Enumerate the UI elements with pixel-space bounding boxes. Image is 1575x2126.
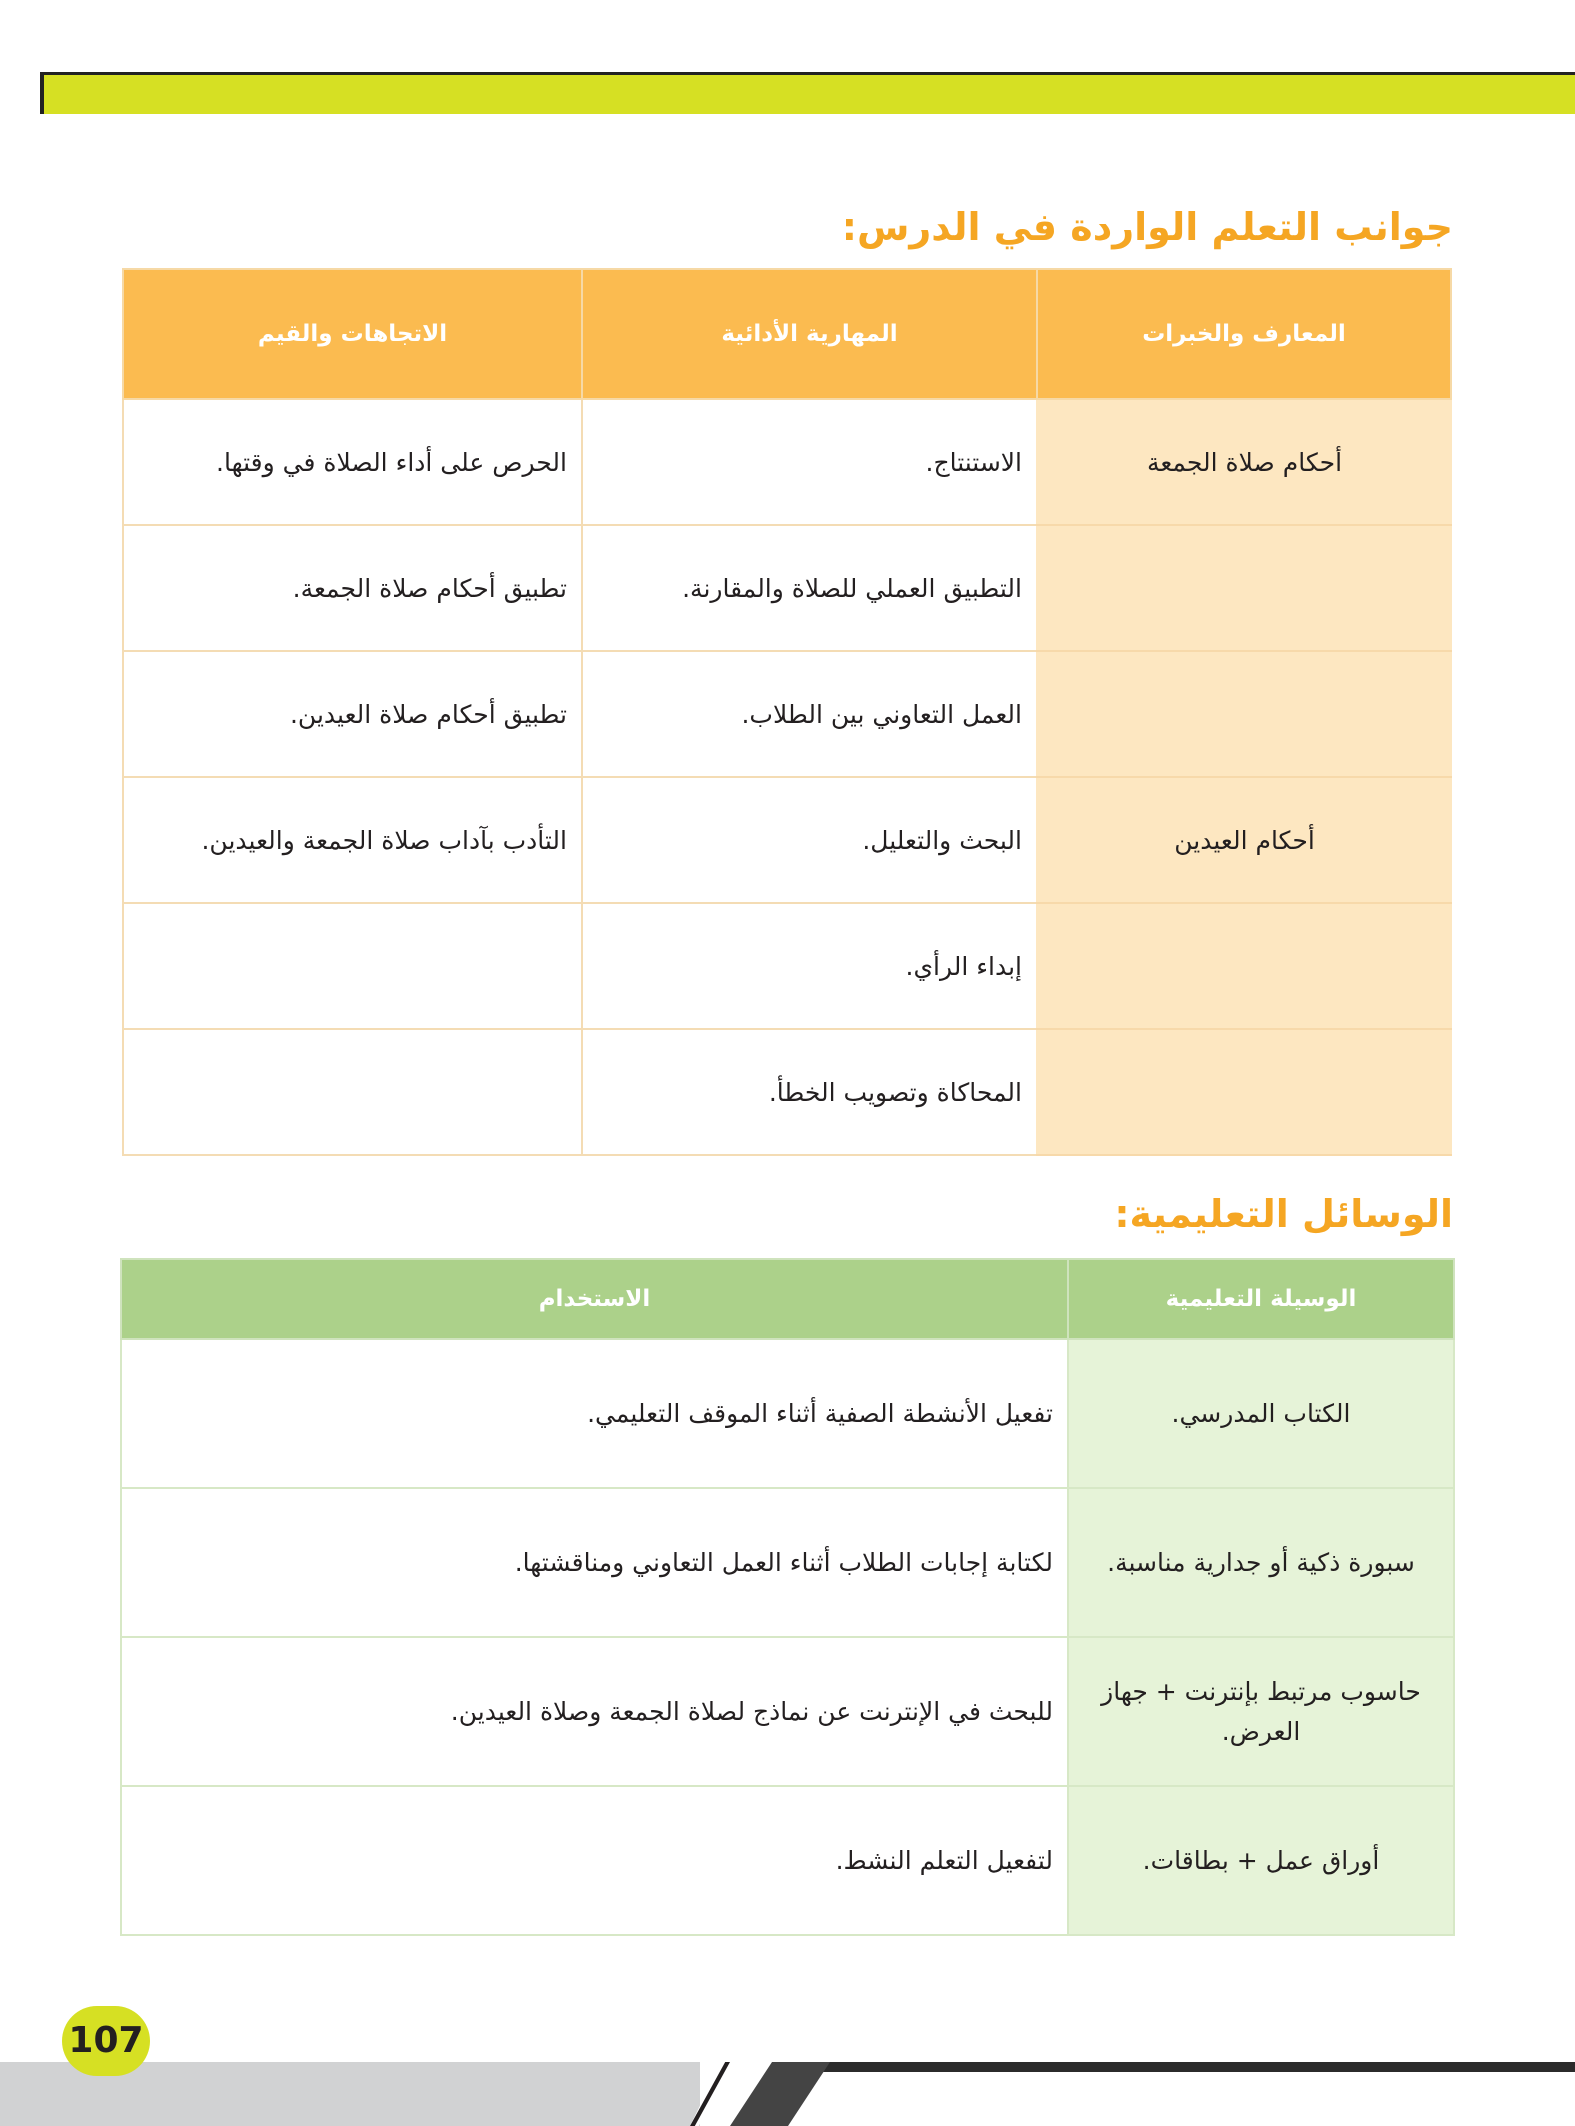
table-header-row [123,269,1451,399]
value-cell: التأدب بآداب صلاة الجمعة والعيدين. [123,777,582,903]
learning-aspects-title: جوانب التعلم الواردة في الدرس: [841,205,1453,249]
header-usage: الاستخدام [121,1259,1068,1339]
table-row [123,777,1451,903]
header-values: الاتجاهات والقيم [123,269,582,399]
footer-dark-line [810,2062,1575,2072]
learning-aspects-table [122,268,1452,1156]
value-cell [123,903,582,1029]
teaching-aids-title: الوسائل التعليمية: [1114,1192,1453,1236]
top-accent-bar [40,72,1575,114]
table-row [123,651,1451,777]
tool-cell: سبورة ذكية أو جدارية مناسبة. [1068,1488,1454,1637]
table-row [121,1339,1454,1488]
skill-cell: المحاكاة وتصويب الخطأ. [582,1029,1037,1155]
value-cell: الحرص على أداء الصلاة في وقتها. [123,399,582,525]
knowledge-cell: أحكام صلاة الجمعة [1037,399,1451,525]
tool-cell: الكتاب المدرسي. [1068,1339,1454,1488]
value-cell: تطبيق أحكام صلاة العيدين. [123,651,582,777]
header-knowledge: المعارف والخبرات [1037,269,1451,399]
teaching-aids-table [120,1258,1455,1936]
page-number: 107 [62,2006,150,2076]
knowledge-cell: أحكام العيدين [1037,777,1451,903]
value-cell: تطبيق أحكام صلاة الجمعة. [123,525,582,651]
table-row [121,1637,1454,1786]
header-skills: المهارية الأدائية [582,269,1037,399]
skill-cell: البحث والتعليل. [582,777,1037,903]
usage-cell: تفعيل الأنشطة الصفية أثناء الموقف التعليمي. [121,1339,1068,1488]
skill-cell: إبداء الرأي. [582,903,1037,1029]
table-row [121,1786,1454,1935]
table-row [123,525,1451,651]
skill-cell: التطبيق العملي للصلاة والمقارنة. [582,525,1037,651]
value-cell [123,1029,582,1155]
knowledge-cell [1037,903,1451,1029]
tool-cell: حاسوب مرتبط بإنترنت + جهاز العرض. [1068,1637,1454,1786]
table-row [121,1488,1454,1637]
usage-cell: لتفعيل التعلم النشط. [121,1786,1068,1935]
skill-cell: الاستنتاج. [582,399,1037,525]
table-row [123,399,1451,525]
knowledge-cell [1037,525,1451,651]
table-row [123,903,1451,1029]
skill-cell: العمل التعاوني بين الطلاب. [582,651,1037,777]
tool-cell: أوراق عمل + بطاقات. [1068,1786,1454,1935]
table-row [123,1029,1451,1155]
usage-cell: لكتابة إجابات الطلاب أثناء العمل التعاوني ومناقشتها. [121,1488,1068,1637]
usage-cell: للبحث في الإنترنت عن نماذج لصلاة الجمعة وصلاة العيدين. [121,1637,1068,1786]
header-tool: الوسيلة التعليمية [1068,1259,1454,1339]
knowledge-cell [1037,1029,1451,1155]
table-header-row [121,1259,1454,1339]
knowledge-cell [1037,651,1451,777]
